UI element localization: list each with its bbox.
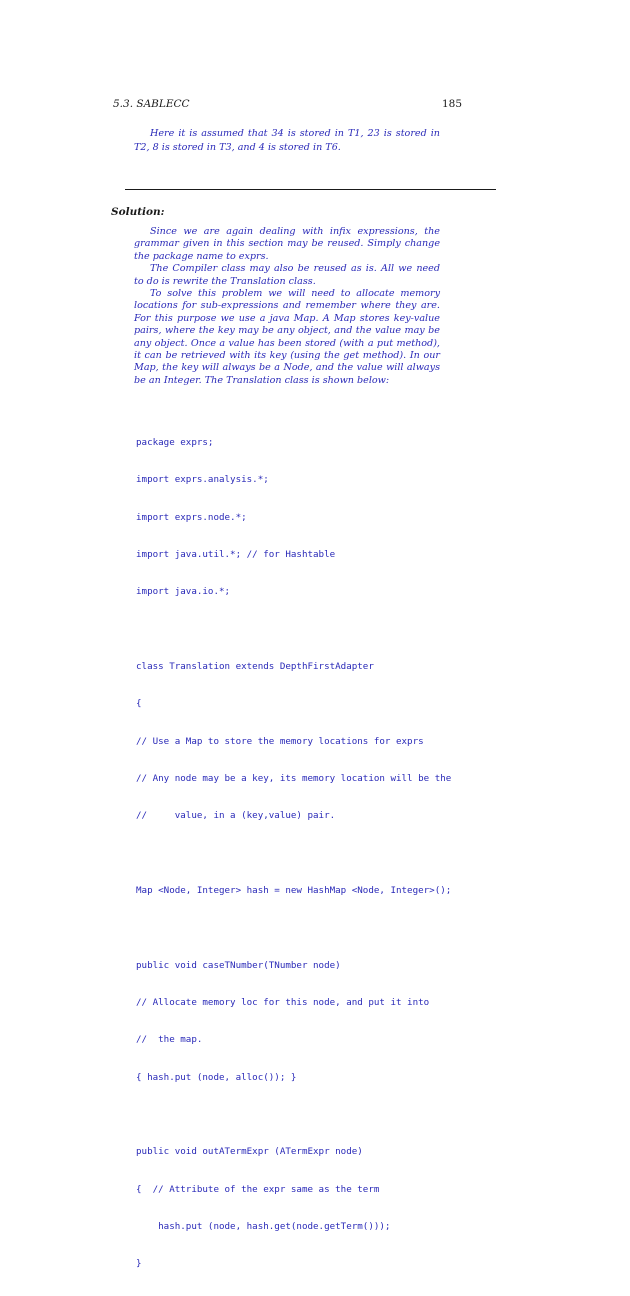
code-line: // Use a Map to store the memory locations for exprs (136, 735, 424, 747)
code-line: public void outATermExpr (ATermExpr node) (136, 1146, 363, 1158)
code-line: { (136, 698, 142, 710)
code-line: import java.util.*; // for Hashtable (136, 548, 336, 560)
code-line: // Allocate memory loc for this node, and put it into (136, 997, 430, 1009)
solution-body (134, 226, 440, 387)
page-number: 185 (441, 98, 462, 110)
code-line: package exprs; (136, 436, 214, 448)
code-listing (136, 412, 466, 1296)
solution-heading: Solution: (111, 206, 165, 218)
code-line: // Any node may be a key, its memory location will be the (136, 773, 452, 784)
code-line (136, 1109, 466, 1121)
code-line: Map <Node, Integer> hash = new HashMap <Node, Integer>(); (136, 885, 452, 897)
code-line: import exprs.analysis.*; (136, 474, 269, 486)
code-line (136, 922, 466, 934)
horizontal-rule (125, 189, 496, 190)
code-line: public void caseTNumber(TNumber node) (136, 959, 341, 971)
solution-paragraph: To solve this problem we will need to allocate memory locations for sub-expressions and remember where they are. For this purpose we use a java Map. A Map stores key-value pairs, where the key may be any object, and the value may be any object. Once a value has been stored (with a put method), it can be retrieved with its key (using the get method). In our Map, the key will always be a Node, and the value will always be an Integer. The Translation class is shown below: (134, 288, 440, 386)
code-line: { hash.put (node, alloc()); } (136, 1071, 297, 1083)
code-line (136, 848, 466, 860)
section-title: 5.3. SABLECC (113, 98, 190, 110)
code-line (136, 624, 466, 636)
code-line: { // Attribute of the expr same as the term (136, 1183, 380, 1195)
code-line: } (136, 1258, 142, 1270)
code-line: import exprs.node.*; (136, 511, 247, 523)
intro-paragraph: Here it is assumed that 34 is stored in T1, 23 is stored in T2, 8 is stored in T3, and 4 is stored in T6. (134, 128, 440, 153)
code-line: import java.io.*; (136, 586, 231, 598)
code-line: // value, in a (key,value) pair. (136, 810, 336, 822)
solution-paragraph: The Compiler class may also be reused as is. All we need to do is rewrite the Translation class. (134, 263, 440, 287)
code-line: // the map. (136, 1034, 203, 1046)
code-line: class Translation extends DepthFirstAdapter (136, 660, 374, 672)
code-line: hash.put (node, hash.get(node.getTerm())); (136, 1221, 391, 1233)
solution-paragraph: Since we are again dealing with infix expressions, the grammar given in this section may be reused. Simply change the package name to exprs. (134, 226, 440, 262)
running-header (113, 98, 462, 110)
